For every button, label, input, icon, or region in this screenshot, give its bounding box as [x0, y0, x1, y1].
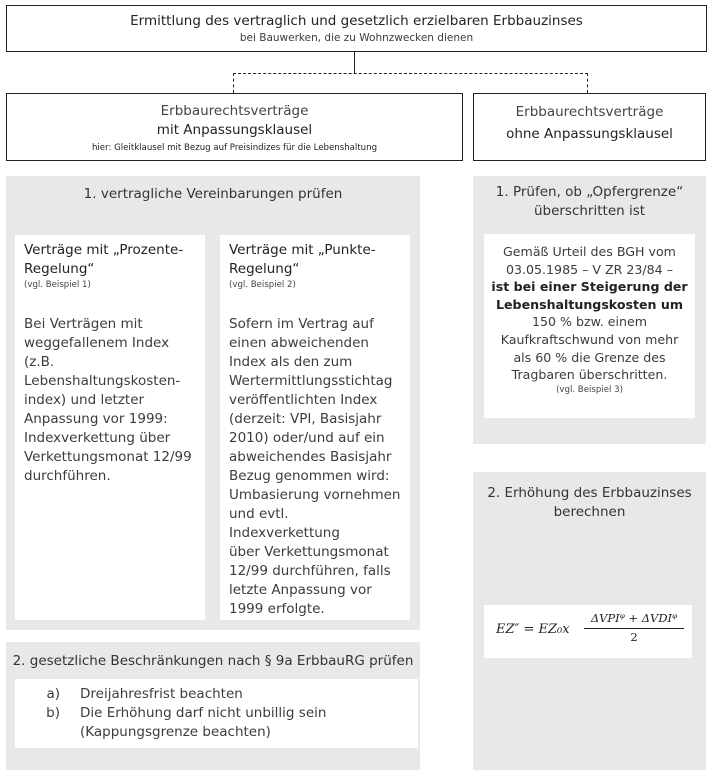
right-header-box — [473, 93, 706, 161]
left-header-line1: Erbbaurechtsverträge — [160, 103, 309, 119]
card-prozente-body-5: index) und letzter — [24, 392, 145, 408]
section2-item-b-marker: b) — [46, 705, 60, 721]
card-prozente-body-9: durchführen. — [24, 468, 111, 484]
right1-body-4: Lebenshaltungskosten um — [495, 296, 683, 312]
card-punkte-body-7: 2010) oder/und auf ein — [229, 430, 385, 446]
card-prozente-title-2: Regelung“ — [24, 261, 95, 277]
formula-lhs: EZ″ = EZ₀x — [496, 622, 570, 637]
right2-panel — [473, 472, 706, 770]
card-prozente-ref: (vgl. Beispiel 1) — [24, 280, 91, 290]
card-prozente-title-1: Verträge mit „Prozente- — [24, 242, 184, 258]
section2-item-a — [15, 685, 418, 704]
card-punkte-body-5: veröffentlichten Index — [229, 392, 378, 408]
formula-denominator: 2 — [630, 630, 638, 644]
right1-title-1: 1. Prüfen, ob „Opfergrenze“ — [495, 184, 684, 200]
card-punkte-body-11: und evtl. Indexverkettung — [229, 506, 340, 541]
card-prozente-body-6: Anpassung vor 1999: — [24, 411, 168, 427]
card-punkte-body-10: Umbasierung vornehmen — [229, 487, 401, 503]
card-punkte-body-4: Wertermittlungsstichtag — [229, 373, 393, 389]
formula-fraction — [582, 611, 686, 644]
top-box — [6, 5, 707, 52]
connector-branch — [233, 73, 588, 74]
section2-item-a-text: Dreijahresfrist beachten — [80, 686, 243, 702]
section1-title: 1. vertragliche Vereinbarungen prüfen — [83, 186, 343, 202]
right1-panel — [473, 176, 706, 444]
right1-title-2: überschritten ist — [533, 203, 646, 219]
card-prozente-body-7: Indexverkettung über — [24, 430, 171, 446]
connector-top — [354, 51, 355, 73]
right1-body-7: als 60 % die Grenze des — [513, 349, 666, 365]
card-prozente-body-1: Bei Verträgen mit — [24, 316, 143, 332]
right1-body-8: Tragbaren überschritten. — [511, 367, 668, 383]
right1-body-3: ist bei einer Steigerung der — [491, 279, 688, 295]
right1-card — [484, 234, 695, 418]
connector-right — [587, 73, 588, 93]
section2-title: 2. gesetzliche Beschränkungen nach § 9a ErbbauRG prüfen — [12, 653, 414, 669]
card-prozente-body-2: weggefallenem Index — [24, 335, 170, 351]
card-prozente — [15, 235, 205, 620]
card-punkte-title-2: Regelung“ — [229, 261, 300, 277]
right2-title-1: 2. Erhöhung des Erbbauzinses — [487, 485, 692, 501]
card-punkte-body-12: über Verkettungsmonat — [229, 544, 389, 560]
card-punkte — [220, 235, 410, 620]
section2-item-b-text-2: (Kappungsgrenze beachten) — [80, 724, 271, 740]
formula-box — [484, 605, 692, 658]
right-header-line1: Erbbaurechtsverträge — [515, 104, 664, 120]
right1-body-6: Kaufkraftschwund von mehr — [500, 331, 679, 347]
section2-item-b-text-1: Die Erhöhung darf nicht unbillig sein — [80, 705, 327, 721]
card-prozente-body-8: Verkettungsmonat 12/99 — [24, 449, 192, 465]
card-punkte-body-6: (derzeit: VPI, Basisjahr — [229, 411, 382, 427]
top-title: Ermittlung des vertraglich und gesetzlich erzielbaren Erbbauzinses — [130, 13, 583, 29]
left-header-line3: hier: Gleitklausel mit Bezug auf Preisindizes für die Lebenshaltung — [91, 143, 378, 153]
card-punkte-body-15: 1999 erfolgte. — [229, 601, 325, 617]
top-subtitle: bei Bauwerken, die zu Wohnzwecken dienen — [239, 32, 474, 44]
connector-left — [233, 73, 234, 93]
section2-list — [15, 679, 418, 748]
card-punkte-body-13: 12/99 durchführen, falls — [229, 563, 391, 579]
card-punkte-body-1: Sofern im Vertrag auf — [229, 316, 374, 332]
formula-fraction-bar — [584, 628, 684, 629]
left-header-line2: mit Anpassungsklausel — [156, 122, 313, 138]
section2-item-b — [15, 704, 418, 742]
section1-panel — [6, 176, 420, 630]
formula-numerator: ΔVPIᵠ + ΔVDIᵠ — [590, 611, 678, 625]
card-punkte-body-8: abweichendes Basisjahr — [229, 449, 392, 465]
card-punkte-body-9: Bezug genommen wird: — [229, 468, 390, 484]
right1-ref: (vgl. Beispiel 3) — [556, 384, 623, 395]
card-punkte-body-2: einen abweichenden — [229, 335, 369, 351]
card-punkte-title-1: Verträge mit „Punkte- — [229, 242, 376, 258]
right1-body-1: Gemäß Urteil des BGH vom — [503, 244, 676, 259]
card-prozente-body-3: (z.B. — [24, 354, 55, 370]
card-punkte-body-3: Index als den zum — [229, 354, 353, 370]
right2-title-2: berechnen — [553, 504, 626, 520]
card-punkte-ref: (vgl. Beispiel 2) — [229, 280, 296, 290]
right1-body-2: 03.05.1985 – V ZR 23/84 – — [505, 261, 673, 277]
left-header-box — [6, 93, 463, 161]
right1-body-5: 150 % bzw. einem — [531, 314, 647, 330]
section2-panel — [6, 642, 420, 770]
card-punkte-body-14: letzte Anpassung vor — [229, 582, 372, 598]
right-header-line2: ohne Anpassungsklausel — [506, 126, 673, 142]
section2-item-a-marker: a) — [46, 686, 60, 702]
card-prozente-body-4: Lebenshaltungskosten- — [24, 373, 181, 389]
